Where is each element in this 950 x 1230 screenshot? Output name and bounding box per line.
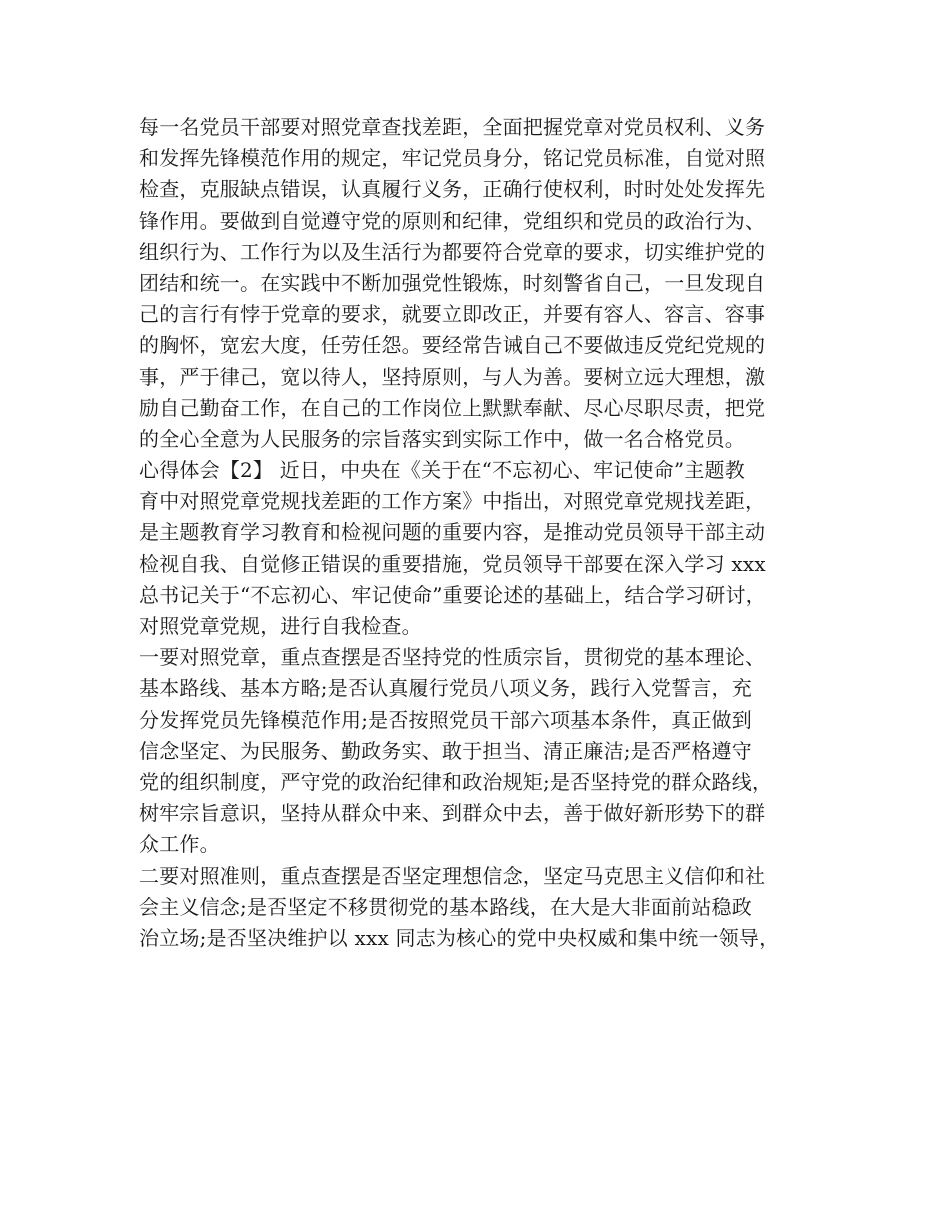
document-body [139,112,829,954]
text-line: 己的言行有悖于党章的要求，就要立即改正，并要有容人、容言、容事 [139,302,766,327]
text-line: 组织行为、工作行为以及生活行为都要符合党章的要求，切实维护党的 [139,239,766,264]
text-line: 一要对照党章，重点查摆是否坚持党的性质宗旨，贯彻党的基本理论、 [139,645,766,670]
text-line: 锋作用。要做到自觉遵守党的原则和纪律，党组织和党员的政治行为、 [139,208,766,233]
text-line: 二要对照准则，重点查摆是否坚定理想信念，坚定马克思主义信仰和社 [139,863,766,888]
text-line: 是主题教育学习教育和检视问题的重要内容，是推动党员领导干部主动 [139,520,766,545]
text-line: 每一名党员干部要对照党章查找差距，全面把握党章对党员权利、义务 [139,115,766,139]
text-line: 众工作。 [139,832,220,857]
text-line: 团结和统一。在实践中不断加强党性锻炼，时刻警省自己，一旦发现自 [139,270,766,295]
text-line: 育中对照党章党规找差距的工作方案》中指出，对照党章党规找差距， [139,489,766,514]
text-line: 总书记关于“不忘初心、牢记使命”重要论述的基础上，结合学习研讨， [139,582,766,607]
text-line: 励自己勤奋工作，在自己的工作岗位上默默奉献、尽心尽职尽责，把党 [139,395,766,420]
text-line: 分发挥党员先锋模范作用;是否按照党员干部六项基本条件，真正做到 [139,707,752,732]
text-line: 会主义信念;是否坚定不移贯彻党的基本路线，在大是大非面前站稳政 [139,894,752,919]
text-line: 事，严于律己，宽以待人，坚持原则，与人为善。要树立远大理想，激 [139,364,766,389]
text-line: 治立场;是否坚决维护以 xxx 同志为核心的党中央权威和集中统一领导， [139,925,780,950]
text-line: 心得体会【2】 近日，中央在《关于在“不忘初心、牢记使命”主题教 [139,458,745,483]
text-line: 的全心全意为人民服务的宗旨落实到实际工作中，做一名合格党员。 [139,426,745,451]
text-line: 检视自我、自觉修正错误的重要措施，党员领导干部要在深入学习 xxx [139,551,766,576]
text-line: 的胸怀，宽宏大度，任劳任怨。要经常告诫自己不要做违反党纪党规的 [139,333,766,358]
text-line: 基本路线、基本方略;是否认真履行党员八项义务，践行入党誓言，充 [139,676,752,701]
text-line: 对照党章党规，进行自我检查。 [139,614,422,638]
text-line: 党的组织制度，严守党的政治纪律和政治规矩;是否坚持党的群众路线， [139,769,773,794]
text-line: 和发挥先锋模范作用的规定，牢记党员身分，铭记党员标准，自觉对照 [139,146,766,171]
text-line: 检查，克服缺点错误，认真履行义务，正确行使权利，时时处处发挥先 [139,177,766,202]
text-line: 信念坚定、为民服务、勤政务实、敢于担当、清正廉洁;是否严格遵守 [139,738,752,763]
text-line: 树牢宗旨意识，坚持从群众中来、到群众中去，善于做好新形势下的群 [139,801,766,826]
